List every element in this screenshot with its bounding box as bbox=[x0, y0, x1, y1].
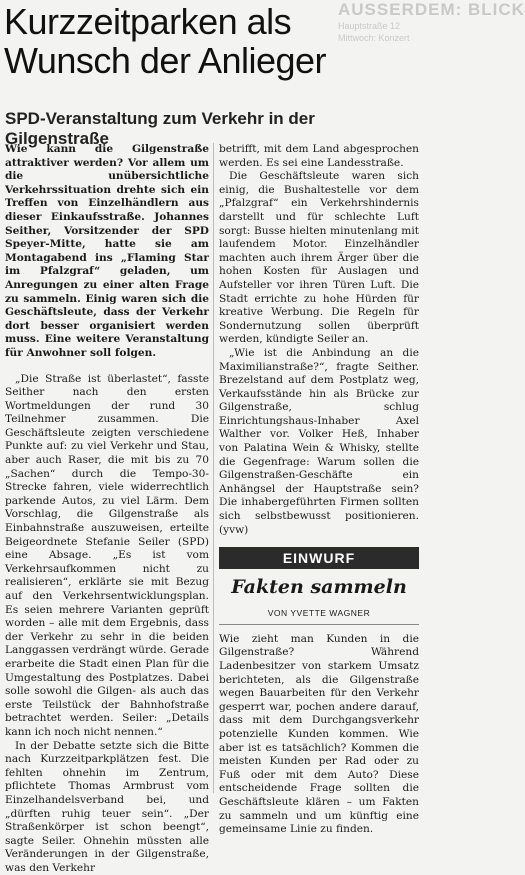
article-column-right bbox=[219, 143, 419, 837]
commentary-body: Wie zieht man Kunden in die Gilgenstraße? Während Ladenbesitzer von starkem Umsatz berichteten, als die Gilgenstraße wegen Bauarbeiten für den Verkehr gesperrt war, pochen andere darauf, dass mit dem Durchgangsverkehr potenzielle Kunden kommen. Wie aber ist es tatsächlich? Kommen die meisten Kunden per Rad oder zu Fuß oder mit dem Auto? Diese entscheidende Frage sollten die Geschäftsleute klären – um Fakten zu sammeln und um künftig eine gemeinsame Linie zu finden. bbox=[219, 632, 419, 836]
commentary-kicker: EINWURF bbox=[219, 547, 419, 569]
article-paragraph: In der Debatte setzte sich die Bitte nach Kurzzeitparkplätzen fest. Die fehlten ohnehin im Zentrum, pflichtete Thomas Armbrust vom Einzelhandelsverband bei, und „dürften ruhig teuer sein“. „Der Straßenkörper ist schon beengt“, sagte Seiler. Ohnehin müssten alle Veränderungen in der Gilgenstraße, was den Verkehr bbox=[5, 739, 209, 874]
adjacent-article-line: Mittwoch: Konzert bbox=[338, 33, 410, 43]
adjacent-article-line: AUSSERDEM: BLICK bbox=[338, 0, 525, 19]
article-column-left bbox=[5, 143, 209, 875]
article-headline bbox=[4, 2, 404, 80]
article-paragraph: „Wie ist die Anbindung an die Maximilianstraße?“, fragte Seither. Brezelstand auf dem Postplatz weg, Verkaufsstände hin als Brücke zur Gilgenstraße, schlug Einrichtungshaus-Inhaber Axel Walther vor. Volker Heß, Inhaber von Palatina Wein & Whisky, stellte die Gegenfrage: Warum sollen die Gilgenstraßen-Geschäfte ein Anhängsel der Hauptstraße sein? Die inhabergeführten Firmen sollten sich selbstbewusst positionieren. (yvw) bbox=[219, 346, 419, 536]
article-subheadline: SPD-Veranstaltung zum Verkehr in der Gilgenstraße bbox=[5, 109, 315, 148]
headline-line-2: Wunsch der Anlieger bbox=[4, 40, 327, 81]
adjacent-article-line: Hauptstraße 12 bbox=[338, 21, 401, 31]
article-paragraph: Die Geschäftsleute waren sich einig, die Bushaltestelle vor dem „Pfalzgraf“ ein Verkehrshindernis darstellt und für schlechte Luft sorgt: Busse hielten minutenlang mit laufendem Motor. Einzelhändler machten auch ihrem Ärger über die hohen Kosten für Auslagen und Aufsteller vor ihren Türen Luft. Die Stadt errichte zu hohe Hürden für kreative Werbung. Die Regeln für Sondernutzung sollen überprüft werden, kündigte Seiler an. bbox=[219, 170, 419, 346]
commentary-byline: VON YVETTE WAGNER bbox=[267, 608, 371, 619]
article-paragraph: „Die Straße ist überlastet“, fasste Seither nach den ersten Wortmeldungen der rund 30 Teilnehmer zusammen. Die Geschäftsleute zeigten verschiedene Punkte auf: zu viel Verkehr und Stau, aber auch Raser, die mit bis zu 70 „Sachen“ durch die Tempo-30-Strecke fahren, viele widerrechtlich parkende Autos, zu viel Lärm. Dem Vorschlag, die Gilgenstraße als Einbahnstraße auszuweisen, erteilte Beigeordnete Stefanie Seiler (SPD) eine Absage. „Es ist vom Verkehrsaufkommen nicht zu realisieren“, erklärte sie mit Bezug auf den Verkehrsentwicklungsplan. Es seien mehrere Varianten geprüft worden – alle mit dem Ergebnis, dass der Verkehr zu sehr in die beiden Langgassen verdrängt würde. Gerade erarbeite die Stadt einen Plan für die Umgestaltung des Postplatzes. Dabei solle sowohl die Gilgen- als auch das erste Teilstück der Bahnhofstraße betrachtet werden. Seiler: „Details kann ich noch nicht nennen.“ bbox=[5, 372, 209, 738]
headline-line-1: Kurzzeitparken als bbox=[4, 1, 292, 42]
article-lead: Wie kann die Gilgenstraße attraktiver werden? Vor allem um die unübersichtliche Verkehrssituation drehte sich ein Treffen von Einzelhändlern aus dieser Einkaufsstraße. Johannes Seither, Vorsitzender der SPD Speyer-Mitte, hatte sie am Montagabend ins „Flaming Star im Pfalzgraf“ geladen, um Anregungen zu einer alten Frage zu sammeln. Einig waren sich die Geschäftsleute, dass der Verkehr dort besser organisiert werden muss. Eine weitere Veranstaltung für Anwohner soll folgen. bbox=[5, 143, 209, 359]
commentary-title: Fakten sammeln bbox=[231, 576, 407, 599]
commentary-byline-block bbox=[219, 607, 419, 625]
column-divider bbox=[213, 143, 214, 793]
byline-rule bbox=[219, 624, 419, 625]
article-paragraph: betrifft, mit dem Land abgesprochen werden. Es sei eine Landesstraße. bbox=[219, 143, 419, 169]
